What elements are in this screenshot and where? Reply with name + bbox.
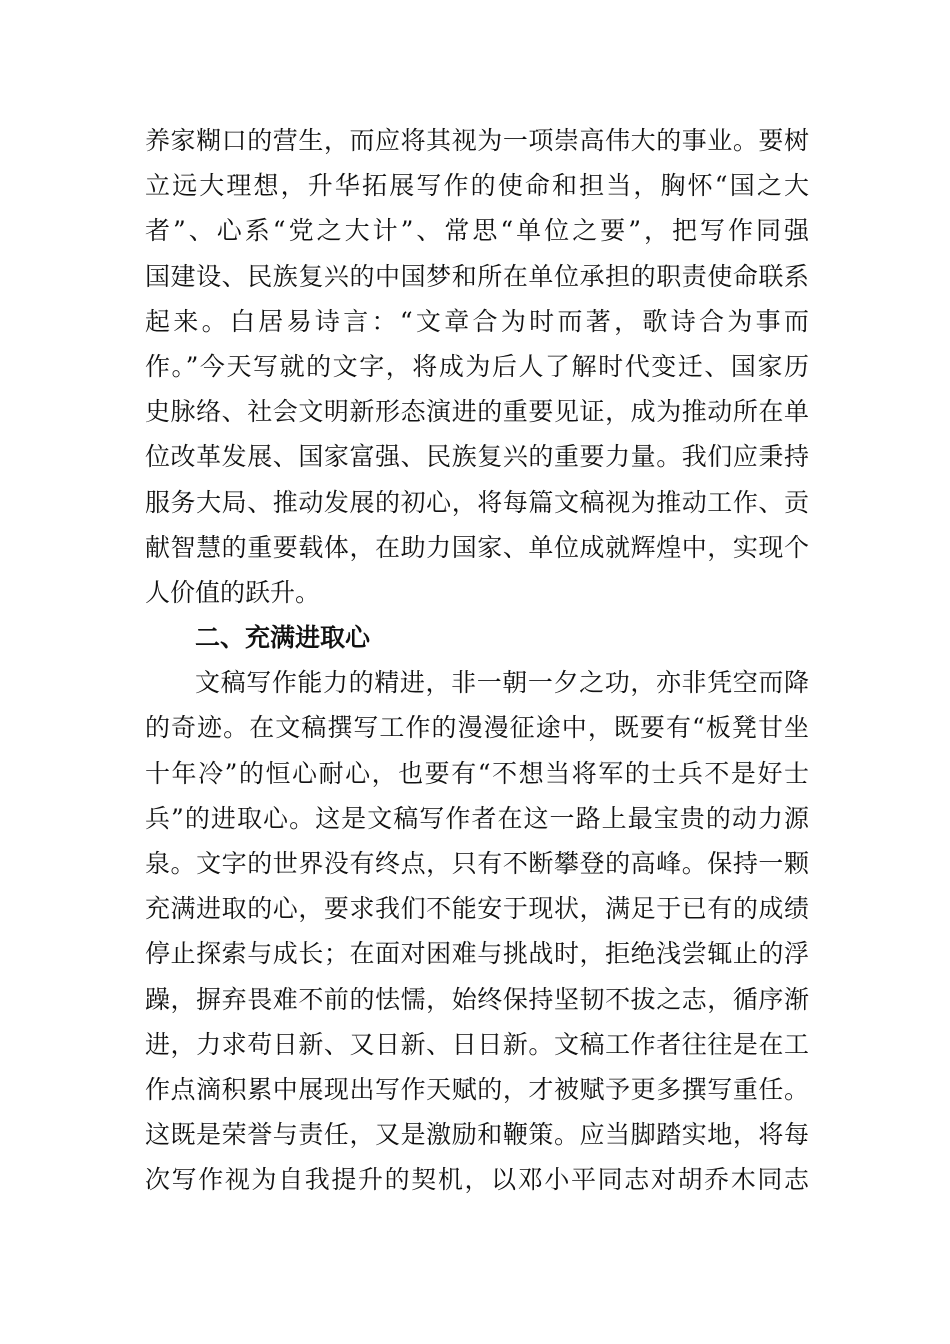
section-heading: 二、充满进取心 xyxy=(195,623,371,653)
text-line: 献智慧的重要载体，在助力国家、单位成就辉煌中，实现个 xyxy=(145,532,809,562)
paragraph-2 xyxy=(145,660,809,1202)
text-line: 这既是荣誉与责任，又是激励和鞭策。应当脚踏实地，将每 xyxy=(145,1120,809,1150)
text-line: 进，力求苟日新、又日新、日日新。文稿工作者往往是在工 xyxy=(145,1029,809,1059)
text-line: 兵”的进取心。这是文稿写作者在这一路上最宝贵的动力源 xyxy=(145,803,809,833)
text-line: 躁，摒弃畏难不前的怯懦，始终保持坚韧不拔之志，循序渐 xyxy=(145,984,809,1014)
document-body xyxy=(145,118,809,1203)
text-line: 者”、心系“党之大计”、常思“单位之要”，把写作同强 xyxy=(145,216,809,246)
text-line: 立远大理想，升华拓展写作的使命和担当，胸怀“国之大 xyxy=(145,171,809,201)
text-line: 史脉络、社会文明新形态演进的重要见证，成为推动所在单 xyxy=(145,397,809,427)
text-line: 服务大局、推动发展的初心，将每篇文稿视为推动工作、贡 xyxy=(145,487,809,517)
text-line: 起来。白居易诗言：“文章合为时而著，歌诗合为事而 xyxy=(145,306,809,336)
text-line: 十年冷”的恒心耐心，也要有“不想当将军的士兵不是好士 xyxy=(145,758,809,788)
text-line: 停止探索与成长；在面对困难与挑战时，拒绝浅尝辄止的浮 xyxy=(145,939,809,969)
text-line: 泉。文字的世界没有终点，只有不断攀登的高峰。保持一颗 xyxy=(145,849,809,878)
text-line: 作。”今天写就的文字，将成为后人了解时代变迁、国家历 xyxy=(145,351,809,381)
text-line: 人价值的跃升。 xyxy=(145,577,321,607)
text-line: 的奇迹。在文稿撰写工作的漫漫征途中，既要有“板凳甘坐 xyxy=(145,713,809,743)
text-line: 充满进取的心，要求我们不能安于现状，满足于已有的成绩 xyxy=(145,894,809,924)
paragraph-1 xyxy=(145,118,809,615)
text-line: 位改革发展、国家富强、民族复兴的重要力量。我们应秉持 xyxy=(145,442,809,472)
text-line: 国建设、民族复兴的中国梦和所在单位承担的职责使命联系 xyxy=(145,261,809,291)
text-line: 次写作视为自我提升的契机，以邓小平同志对胡乔木同志 xyxy=(145,1165,809,1195)
text-line: 作点滴积累中展现出写作天赋的，才被赋予更多撰写重任。 xyxy=(145,1074,809,1104)
text-line: 养家糊口的营生，而应将其视为一项崇高伟大的事业。要树 xyxy=(145,126,809,155)
text-line: 文稿写作能力的精进，非一朝一夕之功，亦非凭空而降 xyxy=(195,668,809,698)
